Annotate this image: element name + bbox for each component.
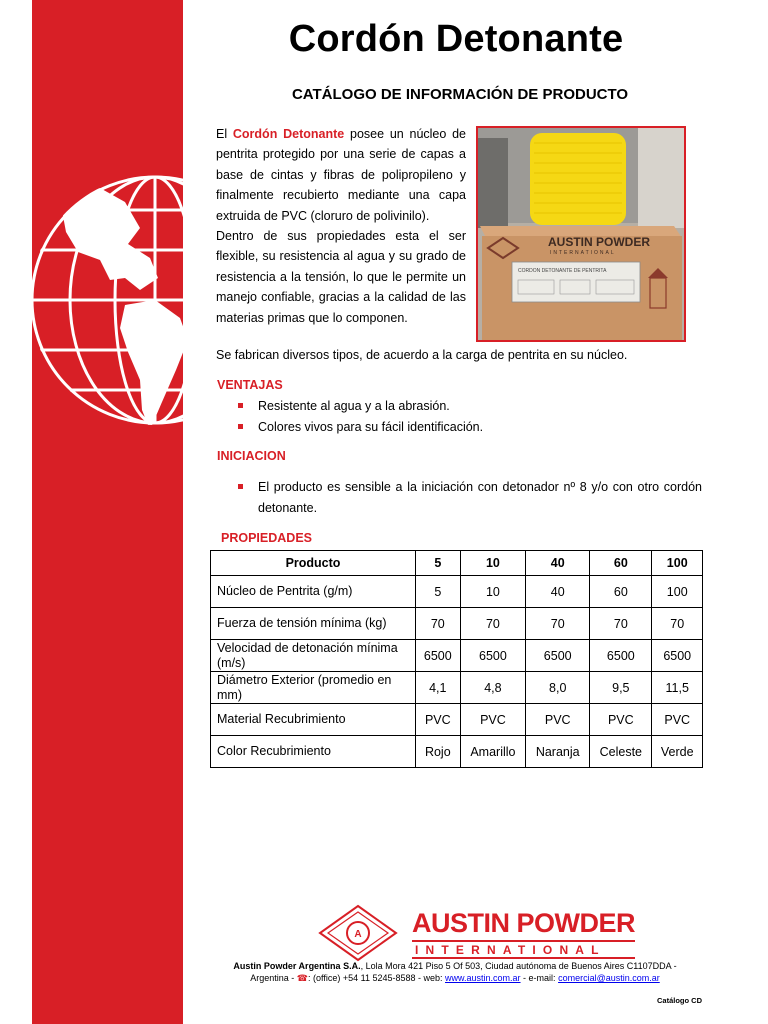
catalog-code: Catálogo CD [657,996,702,1005]
table-cell: Fuerza de tensión mínima (kg) [211,608,416,640]
intro-paragraph-1: El Cordón Detonante posee un núcleo de pentrita protegido por una serie de capas a base de cintas y fibras de polipropileno y finalmente recubierto mediante una capa extruida de PVC (cloruro de polivinilo). [216,127,466,223]
table-cell: PVC [590,704,652,736]
table-row [211,704,703,736]
page-subtitle: CATÁLOGO DE INFORMACIÓN DE PRODUCTO [291,86,629,103]
product-photo [476,126,686,342]
table-row [211,640,703,672]
red-sidebar [32,0,183,1024]
iniciacion-list [216,477,702,518]
table-cell: Verde [652,736,703,768]
table-cell: 40 [526,576,590,608]
globe-icon [32,140,183,470]
table-cell: 11,5 [652,672,703,704]
table-cell: 4,1 [416,672,461,704]
page-title: Cordón Detonante [288,18,624,60]
table-cell: 100 [652,576,703,608]
svg-text:AUSTIN POWDER: AUSTIN POWDER [548,235,650,249]
table-cell: Color Recubrimiento [211,736,416,768]
brand-subtitle: INTERNATIONAL [412,940,635,959]
list-item: El producto es sensible a la iniciación con detonador nº 8 y/o con otro cordón detonante. [216,477,702,518]
svg-text:CORDON DETONANTE DE PENTRITA: CORDON DETONANTE DE PENTRITA [518,268,607,274]
svg-text:A: A [354,929,362,940]
column-header: 10 [460,551,526,576]
table-cell: Rojo [416,736,461,768]
table-cell: 70 [526,608,590,640]
table-cell: PVC [460,704,526,736]
company-name: Austin Powder Argentina S.A. [233,961,361,971]
table-cell: 6500 [416,640,461,672]
table-cell: 70 [460,608,526,640]
brand-name: AUSTIN POWDER [412,908,635,938]
table-cell: 5 [416,576,461,608]
propiedades-heading: PROPIEDADES [221,531,312,545]
table-cell: PVC [416,704,461,736]
table-row [211,672,703,704]
email-link[interactable]: comercial@austin.com.ar [558,973,660,983]
ventajas-heading: VENTAJAS [217,378,283,392]
table-cell: 60 [590,576,652,608]
table-cell: Celeste [590,736,652,768]
iniciacion-heading: INICIACION [217,449,286,463]
table-cell: 70 [416,608,461,640]
ventajas-list [216,396,706,437]
table-row [211,736,703,768]
table-cell: 4,8 [460,672,526,704]
table-cell: Material Recubrimiento [211,704,416,736]
product-photo-drawing [478,128,684,340]
column-header: 60 [590,551,652,576]
properties-table [210,550,703,768]
table-cell: Velocidad de detonación mínima (m/s) [211,640,416,672]
column-header: 100 [652,551,703,576]
table-cell: 6500 [526,640,590,672]
table-cell: 9,5 [590,672,652,704]
list-item: Colores vivos para su fácil identificación. [216,417,706,438]
column-header: 40 [526,551,590,576]
column-header: Producto [211,551,416,576]
brand-logo [412,910,635,959]
footer-address: Austin Powder Argentina S.A., Lola Mora 421 Piso 5 Of 503, Ciudad autónoma de Buenos Aires C1107DDA - Argentina - ☎: (office) +54 11 5245-8588 - web: www.austin.com.ar - e-mail: comercial@austin.com.ar [233,961,677,983]
web-link[interactable]: www.austin.com.ar [445,973,521,983]
table-cell: Núcleo de Pentrita (g/m) [211,576,416,608]
column-header: 5 [416,551,461,576]
table-cell: Naranja [526,736,590,768]
table-cell: 8,0 [526,672,590,704]
table-row [211,576,703,608]
table-cell: 70 [590,608,652,640]
svg-text:INTERNATIONAL: INTERNATIONAL [550,250,616,256]
table-cell: 6500 [590,640,652,672]
austin-seal-icon [318,904,398,962]
table-cell: PVC [526,704,590,736]
table-cell: 6500 [652,640,703,672]
table-cell: 6500 [460,640,526,672]
intro-text [216,124,466,328]
table-cell: Diámetro Exterior (promedio en mm) [211,672,416,704]
table-cell: 70 [652,608,703,640]
intro-paragraph-2: Dentro de sus propiedades esta el ser flexible, su resistencia al agua y su grado de resistencia a la tensión, lo que le permite un manejo confiable, gracias a la calidad de las materias primas que lo componen. [216,229,466,325]
product-name-highlight: Cordón Detonante [232,127,345,141]
table-row [211,608,703,640]
list-item: Resistente al agua y a la abrasión. [216,396,706,417]
intro-paragraph-3: Se fabrican diversos tipos, de acuerdo a la carga de pentrita en su núcleo. [216,348,628,362]
phone-icon: ☎ [296,973,308,983]
table-cell: PVC [652,704,703,736]
table-cell: 10 [460,576,526,608]
table-header-row [211,551,703,576]
table-cell: Amarillo [460,736,526,768]
